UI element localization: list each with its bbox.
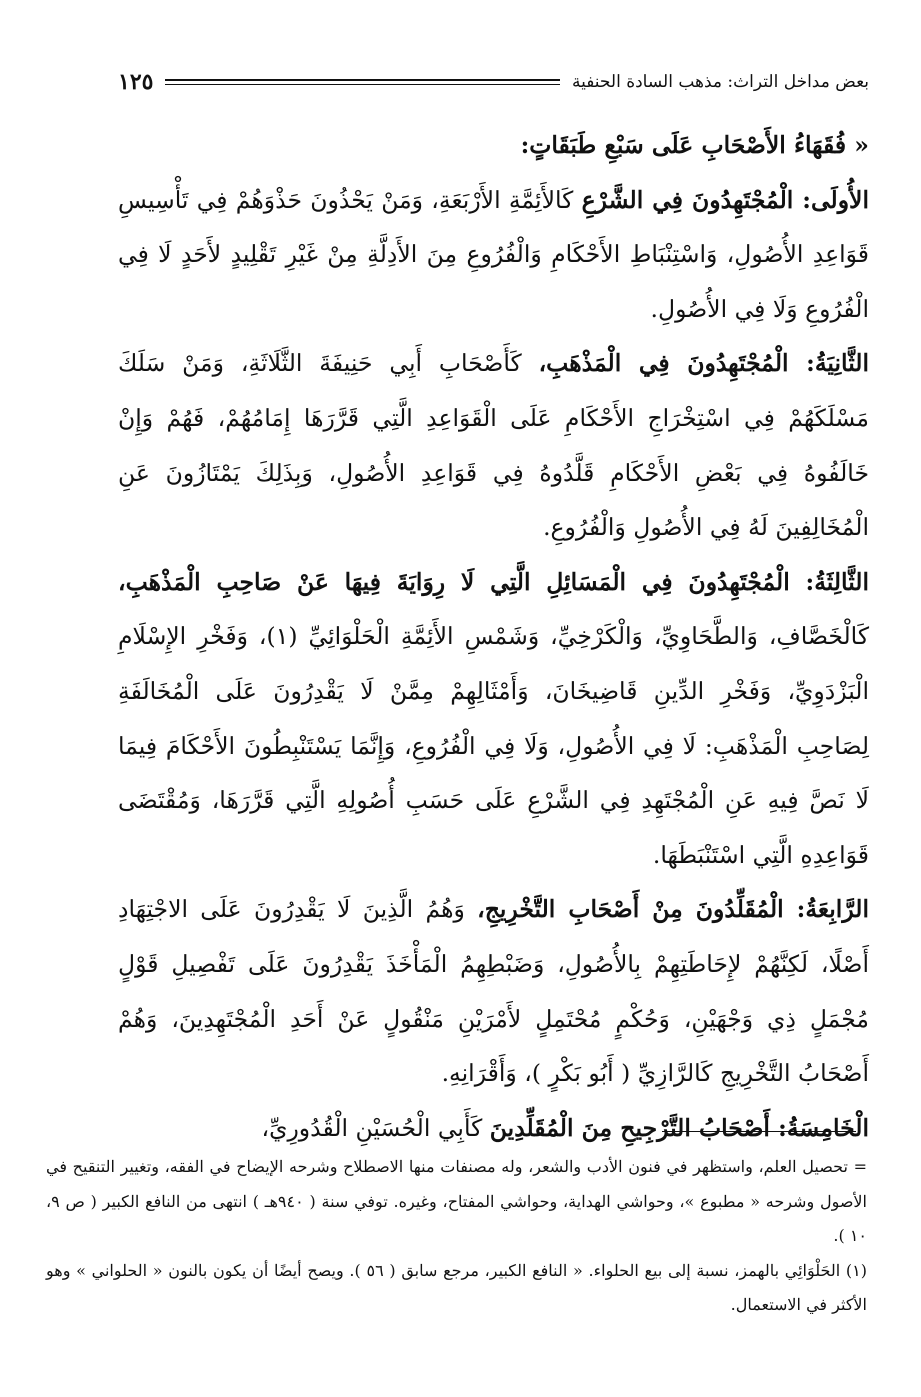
tier-term: الثَّالِثَةُ: الْمُجْتَهِدُونَ فِي الْمَسَائِلِ الَّتِي لَا رِوَايَةَ فِيهَا عَنْ صَاحِبِ الْمَذْهَبِ، — [118, 567, 869, 596]
tier-text: كَالْخَصَّافِ، وَالطَّحَاوِيِّ، وَالْكَرْخِيِّ، وَشَمْسِ الأَئِمَّةِ الْحَلْوَائِيِّ (١)، وَفَخْرِ الإِسْلَامِ الْبَزْدَوِيِّ، وَفَخْرِ الدِّينِ قَاضِيخَانَ، وَأَمْثَالِهِمْ مِمَّنْ لَا يَقْدِرُونَ عَلَى الْمُخَالَفَةِ لِصَاحِبِ الْمَذْهَبِ: لَا فِي الأُصُولِ، وَلَا فِي الْفُرُوعِ، وَإِنَّمَا يَسْتَنْبِطُونَ الأَحْكَامَ فِيمَا لَا نَصَّ فِيهِ عَنِ الْمُجْتَهِدِ فِي الشَّرْعِ عَلَى حَسَبِ أُصُولِهِ الَّتِي قَرَّرَهَا، وَمُقْتَضَى قَوَاعِدِهِ الَّتِي اسْتَنْبَطَهَا. — [118, 622, 870, 869]
footnote-continued: = تحصيل العلم، واستظهر في فنون الأدب والشعر، وله مصنفات منها الاصطلاح وشرحه الإيضاح في الفقه، وتغيير التنقيح في الأصول وشرحه « مطبوع »، وحواشي الهداية، وحواشي المفتاح، وغيره. توفي سنة ( ٩٤٠هـ ) انتهى من النافع الكبير ( ص ٩، ١٠ ). — [46, 1157, 868, 1246]
header-rule — [165, 79, 560, 85]
footnotes — [46, 1150, 867, 1323]
tier-text: كَأَصْحَابِ أَبِي حَنِيفَةَ الثَّلَاثَةِ، وَمَنْ سَلَكَ مَسْلَكَهُمْ فِي اسْتِخْرَاجِ الأَحْكَامِ عَلَى الْقَوَاعِدِ الَّتِي قَرَّرَهَا إِمَامُهُمْ، فَهُمْ وَإِنْ خَالَفُوهُ فِي بَعْضِ الأَحْكَامِ قَلَّدُوهُ فِي قَوَاعِدِ الأُصُولِ، وَبِذَلِكَ يَمْتَازُونَ عَنِ الْمُخَالِفِينَ لَهُ فِي الأُصُولِ وَالْفُرُوعِ. — [118, 349, 869, 542]
tier-text: كَالأَئِمَّةِ الأَرْبَعَةِ، وَمَنْ يَحْذُونَ حَذْوَهُمْ فِي تَأْسِيسِ قَوَاعِدِ الأُصُولِ، وَاسْتِنْبَاطِ الأَحْكَامِ وَالْفُرُوعِ مِنَ الأَدِلَّةِ مِنْ غَيْرِ تَقْلِيدٍ لأَحَدٍ لَا فِي الْفُرُوعِ وَلَا فِي الأُصُولِ. — [118, 185, 869, 323]
page-number: ١٢٥ — [118, 69, 154, 95]
footnote-separator — [662, 1131, 856, 1132]
running-title: بعض مداخل التراث: مذهب السادة الحنفية — [571, 72, 869, 92]
tier-text: وَهُمُ الَّذِينَ لَا يَقْدِرُونَ عَلَى الاجْتِهَادِ أَصْلًا، لَكِنَّهُمْ لإِحَاطَتِهِمْ بِالأُصُولِ، وَضَبْطِهِمُ الْمَأْخَذَ يَقْدِرُونَ عَلَى تَفْصِيلِ قَوْلٍ مُجْمَلٍ ذِي وَجْهَيْنِ، وَحُكْمٍ مُحْتَمِلٍ لأَمْرَيْنِ مَنْقُولٍ عَنْ أَحَدِ الْمُجْتَهِدِينَ، وَهُمْ أَصْحَابُ التَّخْرِيجِ كَالرَّازِيِّ ( أَبُو بَكْرٍ )، وَأَقْرَانِهِ. — [118, 895, 869, 1088]
section-intro: « فُقَهَاءُ الأَصْحَابِ عَلَى سَبْعِ طَبَقَاتٍ: — [520, 131, 869, 159]
tier-term: الأُولَى: الْمُجْتَهِدُونَ فِي الشَّرْعِ — [581, 185, 869, 214]
footnote-one: (١) الحَلْوَائِي بالهمز، نسبة إلى بيع الحلواء. « النافع الكبير، مرجع سابق ( ٥٦ ). ويصح أيضًا أن يكون بالنون « الحلواني » وهو الأكثر في الاستعمال. — [46, 1260, 867, 1315]
tier-paragraph-second — [118, 336, 869, 554]
tier-paragraph-fourth — [118, 882, 869, 1100]
tier-term: الْخَامِسَةُ: أَصْحَابُ التَّرْجِيحِ مِنَ الْمُقَلِّدِينَ — [489, 1113, 869, 1142]
page-header — [118, 62, 869, 102]
tier-paragraph-fifth — [118, 1101, 869, 1156]
main-text — [118, 118, 869, 1155]
tier-term: الرَّابِعَةُ: الْمُقَلِّدُونَ مِنْ أَصْحَابِ التَّخْرِيجِ، — [477, 895, 869, 924]
tier-paragraph-first — [118, 173, 869, 337]
tier-text: كَأَبِي الْحُسَيْنِ الْقُدُورِيِّ، — [261, 1113, 490, 1142]
tier-term: الثَّانِيَةُ: الْمُجْتَهِدُونَ فِي الْمَذْهَبِ، — [538, 349, 869, 378]
tier-paragraph-third — [118, 555, 869, 883]
